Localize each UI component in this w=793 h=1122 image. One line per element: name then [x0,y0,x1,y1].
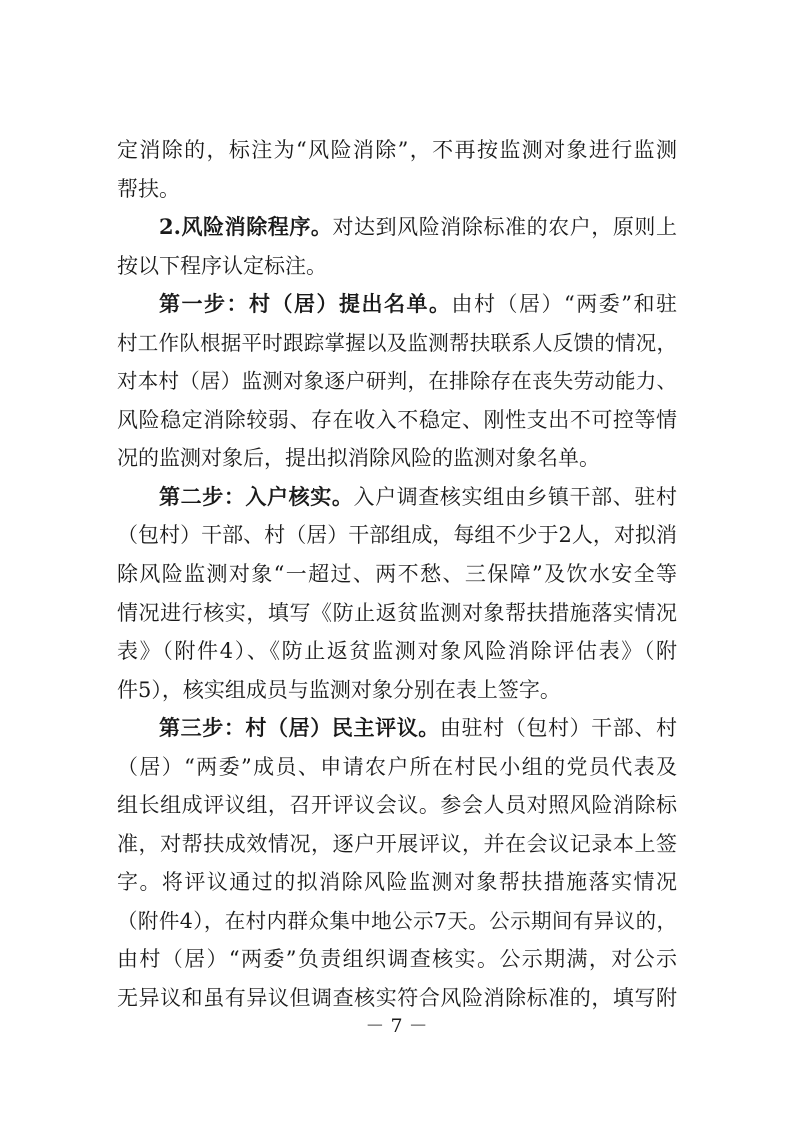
paragraph-line: 况的监测对象后，提出拟消除风险的监测对象名单。 [117,446,600,470]
step-heading: 第三步：村（居）民主评议。 [159,715,440,740]
paragraph-line: （包村）干部、村（居）干部组成，每组不少于2人，对拟消 [117,523,677,547]
paragraph-text: 由村（居）“两委”和驻 [451,292,677,316]
paragraph-line: 无异议和虽有异议但调查核实符合风险消除标准的，填写附 [117,986,677,1010]
paragraph-first-line [159,286,677,322]
paragraph-text: 对达到风险消除标准的农户，原则上 [332,215,677,239]
paragraph-line: 定消除的，标注为“风险消除”，不再按监测对象进行监测 [117,138,677,162]
paragraph-line: 准，对帮扶成效情况，逐户开展评议，并在会议记录本上签 [117,832,677,856]
paragraph-first-line [159,710,677,746]
page-number: － 7 － [365,1015,428,1037]
paragraph-line: 件5），核实组成员与监测对象分别在表上签字。 [117,678,561,702]
step-heading: 第一步：村（居）提出名单。 [159,291,452,316]
paragraph-line: 由村（居）“两委”负责组织调查核实。公示期满，对公示 [117,947,677,971]
paragraph-first-line [159,209,677,245]
paragraph-line: 字。将评议通过的拟消除风险监测对象帮扶措施落实情况 [117,870,677,894]
paragraph-line: （附件4），在村内群众集中地公示7天。公示期间有异议的， [117,909,677,933]
paragraph-line: 除风险监测对象“一超过、两不愁、三保障”及饮水安全等 [117,562,677,586]
paragraph-first-line [159,479,677,515]
paragraph-line: 组长组成评议组，召开评议会议。参会人员对照风险消除标 [117,793,677,817]
paragraph-line: 对本村（居）监测对象逐户研判，在排除存在丧失劳动能力、 [117,369,677,393]
paragraph-line: 村工作队根据平时跟踪掌握以及监测帮扶联系人反馈的情况， [117,331,677,355]
paragraph-text: 入户调查核实组由乡镇干部、驻村 [353,485,678,509]
step-heading: 第二步：入户核实。 [159,484,354,509]
paragraph-line: 表》（附件4）、《防止返贫监测对象风险消除评估表》（附 [117,639,677,663]
section-heading: 2.风险消除程序。 [159,214,333,239]
paragraph-line: 帮扶。 [117,177,180,201]
paragraph-line: （居）“两委”成员、申请农户所在村民小组的党员代表及 [117,755,677,779]
paragraph-line: 情况进行核实，填写《防止返贫监测对象帮扶措施落实情况 [117,601,677,625]
paragraph-text: 由驻村（包村）干部、村 [439,716,678,740]
paragraph-line: 风险稳定消除较弱、存在收入不稳定、刚性支出不可控等情 [117,408,677,432]
paragraph-line: 按以下程序认定标注。 [117,254,327,278]
